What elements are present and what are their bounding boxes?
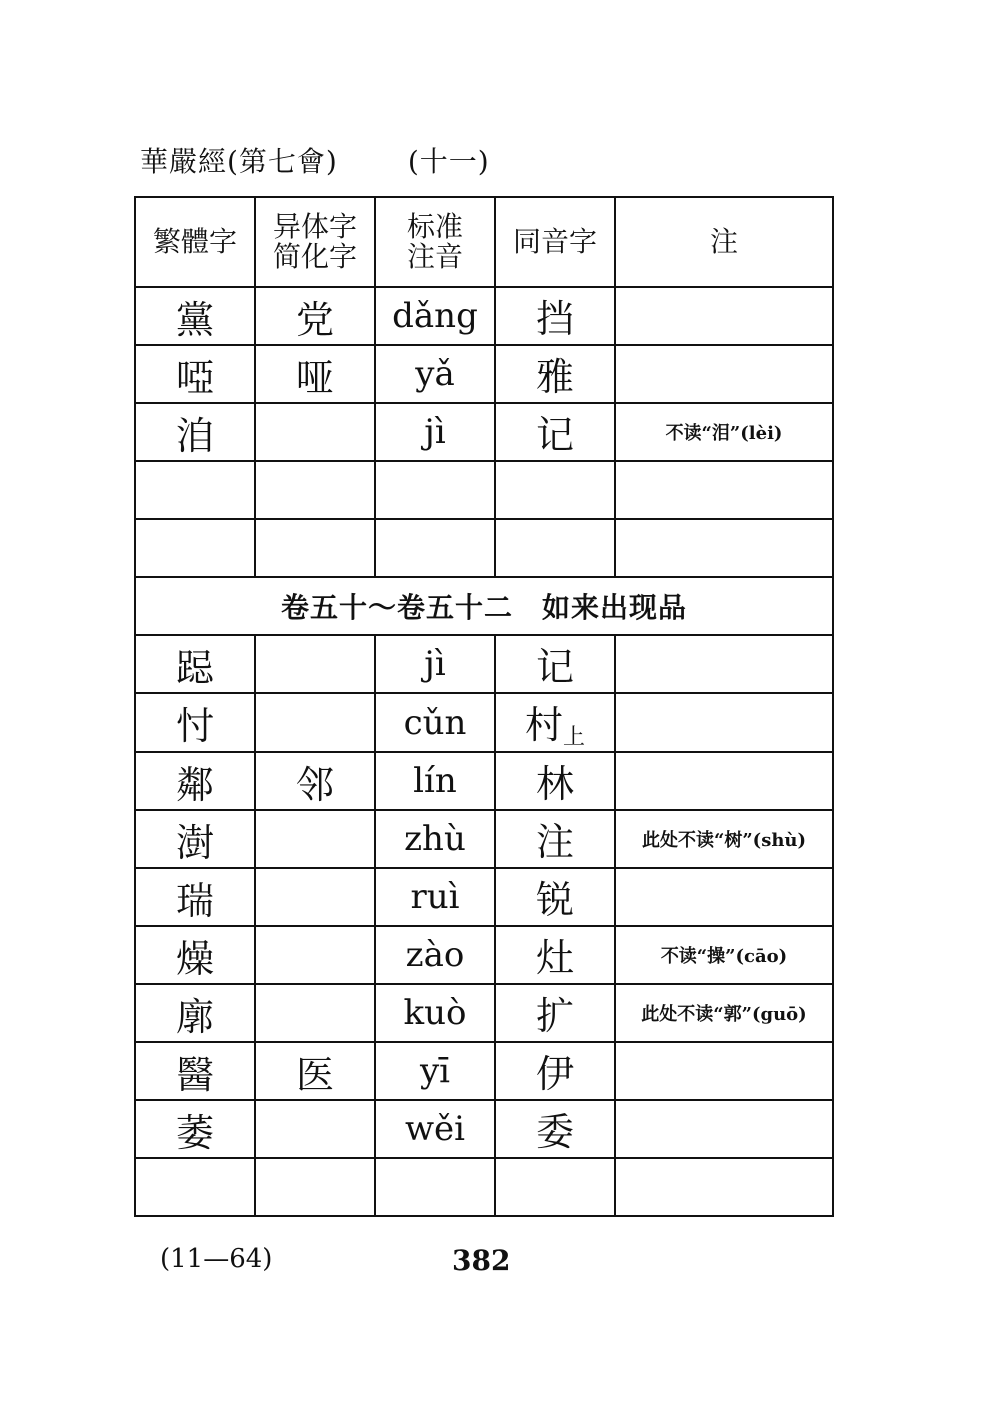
note-cell: [615, 926, 833, 984]
homophone-cell-text: 锐: [535, 878, 574, 922]
traditional-cell-text: 廓: [175, 994, 214, 1039]
variant-cell-text: 医: [295, 1052, 334, 1097]
pinyin-cell: [375, 287, 495, 345]
homophone-cell: [495, 984, 615, 1042]
pinyin-cell: [375, 635, 495, 693]
col-header-traditional: 繁體字: [135, 197, 255, 287]
traditional-cell: [135, 693, 255, 752]
variant-cell-text: 哑: [295, 355, 334, 400]
table-header-row: [135, 197, 833, 287]
note-cell: [615, 1158, 833, 1216]
homophone-cell-text: 伊: [535, 1052, 574, 1096]
variant-cell: [255, 403, 375, 461]
variant-cell: [255, 1158, 375, 1216]
pinyin-cell: [375, 1158, 495, 1216]
traditional-cell: [135, 1100, 255, 1158]
homophone-cell-text: 村: [524, 703, 563, 747]
variant-cell: [255, 635, 375, 693]
table-row: [135, 868, 833, 926]
variant-cell-text: 邻: [295, 762, 334, 807]
top-rows: [135, 287, 833, 577]
table-row: [135, 403, 833, 461]
traditional-cell: [135, 868, 255, 926]
homophone-cell: [495, 635, 615, 693]
section-row: [135, 577, 833, 635]
col-header-variant: 异体字 简化字: [255, 197, 375, 287]
traditional-cell: [135, 635, 255, 693]
note-cell: [615, 752, 833, 810]
note-cell: [615, 635, 833, 693]
variant-cell: [255, 693, 375, 752]
pinyin-cell: [375, 868, 495, 926]
traditional-cell-text: 洎: [175, 413, 214, 458]
tone-mark-text: 上: [563, 725, 586, 750]
pinyin-cell-text: zào: [405, 935, 465, 975]
table-row: [135, 810, 833, 868]
note-cell: [615, 1100, 833, 1158]
homophone-cell: [495, 519, 615, 577]
traditional-cell: [135, 1042, 255, 1100]
homophone-cell: [495, 345, 615, 403]
table-row: [135, 1042, 833, 1100]
traditional-cell: [135, 984, 255, 1042]
table-row: [135, 461, 833, 519]
pinyin-cell-text: yī: [419, 1051, 451, 1091]
pinyin-cell: [375, 1100, 495, 1158]
footer-code: (11—64): [160, 1244, 273, 1274]
table-row: [135, 984, 833, 1042]
pinyin-cell: [375, 519, 495, 577]
traditional-cell-text: 鄰: [175, 762, 214, 807]
pinyin-cell: [375, 984, 495, 1042]
pinyin-cell-text: yǎ: [415, 354, 455, 394]
homophone-cell: [495, 752, 615, 810]
homophone-cell: [495, 926, 615, 984]
table-row: [135, 519, 833, 577]
sutra-title: 華嚴經(第七會): [140, 145, 338, 178]
pinyin-cell: [375, 926, 495, 984]
col-header-homophone: 同音字: [495, 197, 615, 287]
table-row: [135, 345, 833, 403]
note-cell: [615, 461, 833, 519]
note-cell: [615, 287, 833, 345]
note-cell-text: 不读“操”(cāo): [660, 946, 788, 967]
homophone-cell: [495, 1100, 615, 1158]
traditional-cell: [135, 403, 255, 461]
pinyin-cell: [375, 752, 495, 810]
variant-cell: [255, 1042, 375, 1100]
variant-cell-text: 党: [295, 297, 334, 342]
note-cell: [615, 403, 833, 461]
variant-cell: [255, 752, 375, 810]
pinyin-cell: [375, 810, 495, 868]
note-cell: [615, 1042, 833, 1100]
traditional-cell: [135, 461, 255, 519]
table-row: [135, 752, 833, 810]
table-row: [135, 926, 833, 984]
homophone-cell-text: 挡: [535, 297, 574, 341]
variant-cell: [255, 926, 375, 984]
traditional-cell: [135, 519, 255, 577]
traditional-cell: [135, 345, 255, 403]
homophone-cell: [495, 1158, 615, 1216]
note-cell: [615, 810, 833, 868]
traditional-cell-text: 醫: [175, 1052, 214, 1097]
table-row: [135, 287, 833, 345]
variant-cell: [255, 461, 375, 519]
pinyin-cell: [375, 345, 495, 403]
variant-cell: [255, 345, 375, 403]
homophone-cell-text: 委: [535, 1110, 574, 1154]
pinyin-cell-text: jì: [424, 412, 446, 452]
pinyin-cell: [375, 403, 495, 461]
variant-cell: [255, 810, 375, 868]
traditional-cell: [135, 810, 255, 868]
note-cell: [615, 984, 833, 1042]
traditional-cell: [135, 287, 255, 345]
traditional-cell-text: 啞: [175, 355, 214, 400]
bottom-rows: [135, 635, 833, 1216]
homophone-cell-text: 记: [535, 645, 574, 689]
traditional-cell-text: 瑞: [175, 878, 214, 923]
traditional-cell-text: 萎: [175, 1110, 214, 1155]
variant-cell: [255, 287, 375, 345]
traditional-cell-text: 燥: [175, 936, 214, 981]
homophone-cell-text: 注: [535, 820, 574, 864]
note-cell-text: 此处不读“郭”(guō): [641, 1004, 807, 1025]
page-title: [140, 140, 490, 180]
pinyin-cell: [375, 1042, 495, 1100]
traditional-cell-text: 忖: [175, 704, 214, 748]
traditional-cell: [135, 1158, 255, 1216]
glossary-table: [134, 196, 834, 1217]
pinyin-cell-text: dǎng: [392, 296, 478, 336]
table-row: [135, 1158, 833, 1216]
col-header-pinyin: 标准 注音: [375, 197, 495, 287]
homophone-cell: [495, 693, 615, 752]
homophone-cell-text: 林: [535, 762, 574, 806]
page-number: 382: [452, 1244, 511, 1277]
pinyin-cell-text: cǔn: [403, 702, 467, 743]
pinyin-cell-text: wěi: [404, 1109, 466, 1149]
traditional-cell-text: 黨: [175, 297, 214, 342]
homophone-cell-text: 雅: [535, 355, 574, 399]
note-cell-text: 不读“泪”(lèi): [665, 423, 783, 444]
volume-label: (十一): [407, 145, 490, 178]
homophone-cell: [495, 810, 615, 868]
homophone-cell: [495, 1042, 615, 1100]
pinyin-cell: [375, 693, 495, 752]
col-header-note: 注: [615, 197, 833, 287]
homophone-cell: [495, 403, 615, 461]
variant-cell: [255, 868, 375, 926]
pinyin-cell-text: kuò: [403, 993, 467, 1033]
traditional-cell: [135, 752, 255, 810]
note-cell-text: 此处不读“树”(shù): [641, 830, 807, 851]
homophone-cell: [495, 868, 615, 926]
homophone-cell-text: 灶: [535, 936, 574, 980]
pinyin-cell-text: jì: [424, 644, 446, 684]
traditional-cell: [135, 926, 255, 984]
note-cell: [615, 345, 833, 403]
homophone-cell-text: 记: [535, 413, 574, 457]
homophone-cell: [495, 461, 615, 519]
traditional-cell-text: 澍: [175, 820, 214, 865]
variant-cell: [255, 519, 375, 577]
pinyin-cell-text: lín: [413, 761, 457, 801]
pinyin-cell-text: ruì: [410, 877, 460, 917]
pinyin-cell: [375, 461, 495, 519]
note-cell: [615, 519, 833, 577]
homophone-cell-text: 扩: [535, 994, 574, 1038]
variant-cell: [255, 1100, 375, 1158]
table-row: [135, 635, 833, 693]
variant-cell: [255, 984, 375, 1042]
table-row: [135, 693, 833, 752]
section-title: 卷五十～卷五十二 如来出现品: [135, 577, 833, 635]
note-cell: [615, 693, 833, 752]
pinyin-cell-text: zhù: [404, 819, 466, 859]
table-row: [135, 1100, 833, 1158]
traditional-cell-text: 跽: [175, 645, 214, 690]
homophone-cell: [495, 287, 615, 345]
note-cell: [615, 868, 833, 926]
